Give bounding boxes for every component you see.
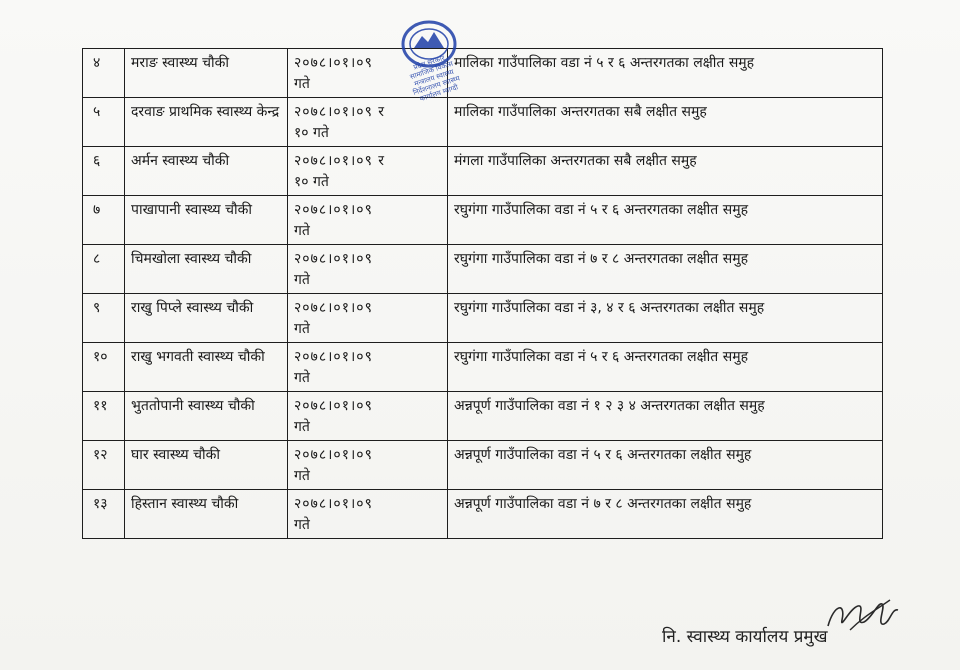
serial-number: ९ (83, 294, 125, 343)
table-row (83, 490, 883, 539)
date-suffix: गते (294, 272, 310, 288)
serial-number: ७ (83, 196, 125, 245)
serial-number: १३ (83, 490, 125, 539)
date-value: २०७८।०१।०९ (294, 251, 373, 267)
serial-number: ४ (83, 49, 125, 98)
date-suffix: १० गते (294, 125, 329, 141)
date-value: २०७८।०१।०९ (294, 349, 373, 365)
date-suffix: गते (294, 517, 310, 533)
health-post-name: हिस्तान स्वास्थ्य चौकी (125, 490, 288, 539)
target-group: मालिका गाउँपालिका अन्तरगतका सबै लक्षीत समुह (448, 98, 883, 147)
signature-icon (820, 596, 906, 644)
serial-number: १० (83, 343, 125, 392)
date-cell (288, 490, 448, 539)
table-row (83, 392, 883, 441)
target-group: अन्नपूर्ण गाउँपालिका वडा नं १ २ ३ ४ अन्तरगतका लक्षीत समुह (448, 392, 883, 441)
date-cell (288, 245, 448, 294)
date-value: २०७८।०१।०९ (294, 300, 373, 316)
date-value: २०७८।०१।०९ (294, 447, 373, 463)
date-cell (288, 147, 448, 196)
date-value: २०७८।०१।०९ (294, 496, 373, 512)
health-post-name: दरवाङ प्राथमिक स्वास्थ्य केन्द्र (125, 98, 288, 147)
target-group: मंगला गाउँपालिका अन्तरगतका सबै लक्षीत समुह (448, 147, 883, 196)
table-body (83, 49, 883, 539)
health-post-name: पाखापानी स्वास्थ्य चौकी (125, 196, 288, 245)
health-post-name: राखु पिप्ले स्वास्थ्य चौकी (125, 294, 288, 343)
table-row (83, 294, 883, 343)
health-post-name: अर्मन स्वास्थ्य चौकी (125, 147, 288, 196)
serial-number: १२ (83, 441, 125, 490)
date-value: २०७८।०१।०९ (294, 202, 373, 218)
date-suffix: गते (294, 468, 310, 484)
date-cell (288, 392, 448, 441)
target-group: रघुगंगा गाउँपालिका वडा नं ५ र ६ अन्तरगतका लक्षीत समुह (448, 196, 883, 245)
date-suffix: गते (294, 76, 310, 92)
date-value: २०७८।०१।०९ (294, 55, 373, 71)
date-cell (288, 441, 448, 490)
serial-number: ११ (83, 392, 125, 441)
date-suffix: गते (294, 223, 310, 239)
date-cell (288, 343, 448, 392)
date-suffix: गते (294, 419, 310, 435)
health-post-name: घार स्वास्थ्य चौकी (125, 441, 288, 490)
health-post-name: चिमखोला स्वास्थ्य चौकी (125, 245, 288, 294)
date-suffix: १० गते (294, 174, 329, 190)
serial-number: ६ (83, 147, 125, 196)
table-row (83, 196, 883, 245)
date-cell (288, 98, 448, 147)
target-group: रघुगंगा गाउँपालिका वडा नं ५ र ६ अन्तरगतका लक्षीत समुह (448, 343, 883, 392)
target-group: रघुगंगा गाउँपालिका वडा नं ३, ४ र ६ अन्तरगतका लक्षीत समुह (448, 294, 883, 343)
target-group: रघुगंगा गाउँपालिका वडा नं ७ र ८ अन्तरगतका लक्षीत समुह (448, 245, 883, 294)
table-row (83, 147, 883, 196)
health-post-name: भुततोपानी स्वास्थ्य चौकी (125, 392, 288, 441)
vaccination-schedule-table (82, 48, 883, 539)
seal-text: प्रदेश सरकार सामाजिक विकास मन्त्रालय स्वास्थ्य निर्देशनालय स्वास्थ्य कार्यालय म्याग्दी (408, 53, 461, 104)
date-value: २०७८।०१।०९ र (294, 104, 386, 120)
date-cell (288, 196, 448, 245)
target-group: अन्नपूर्ण गाउँपालिका वडा नं ७ र ८ अन्तरगतका लक्षीत समुह (448, 490, 883, 539)
health-post-name: मराङ स्वास्थ्य चौकी (125, 49, 288, 98)
serial-number: ८ (83, 245, 125, 294)
table-row (83, 441, 883, 490)
table-row (83, 98, 883, 147)
serial-number: ५ (83, 98, 125, 147)
date-value: २०७८।०१।०९ (294, 398, 373, 414)
date-cell (288, 294, 448, 343)
table-row (83, 49, 883, 98)
signatory-designation: नि. स्वास्थ्य कार्यालय प्रमुख (662, 627, 828, 647)
health-post-name: राखु भगवती स्वास्थ्य चौकी (125, 343, 288, 392)
table-row (83, 343, 883, 392)
table-row (83, 245, 883, 294)
target-group: अन्नपूर्ण गाउँपालिका वडा नं ५ र ६ अन्तरगतका लक्षीत समुह (448, 441, 883, 490)
date-value: २०७८।०१।०९ र (294, 153, 386, 169)
target-group: मालिका गाउँपालिका वडा नं ५ र ६ अन्तरगतका लक्षीत समुह (448, 49, 883, 98)
date-suffix: गते (294, 321, 310, 337)
date-suffix: गते (294, 370, 310, 386)
